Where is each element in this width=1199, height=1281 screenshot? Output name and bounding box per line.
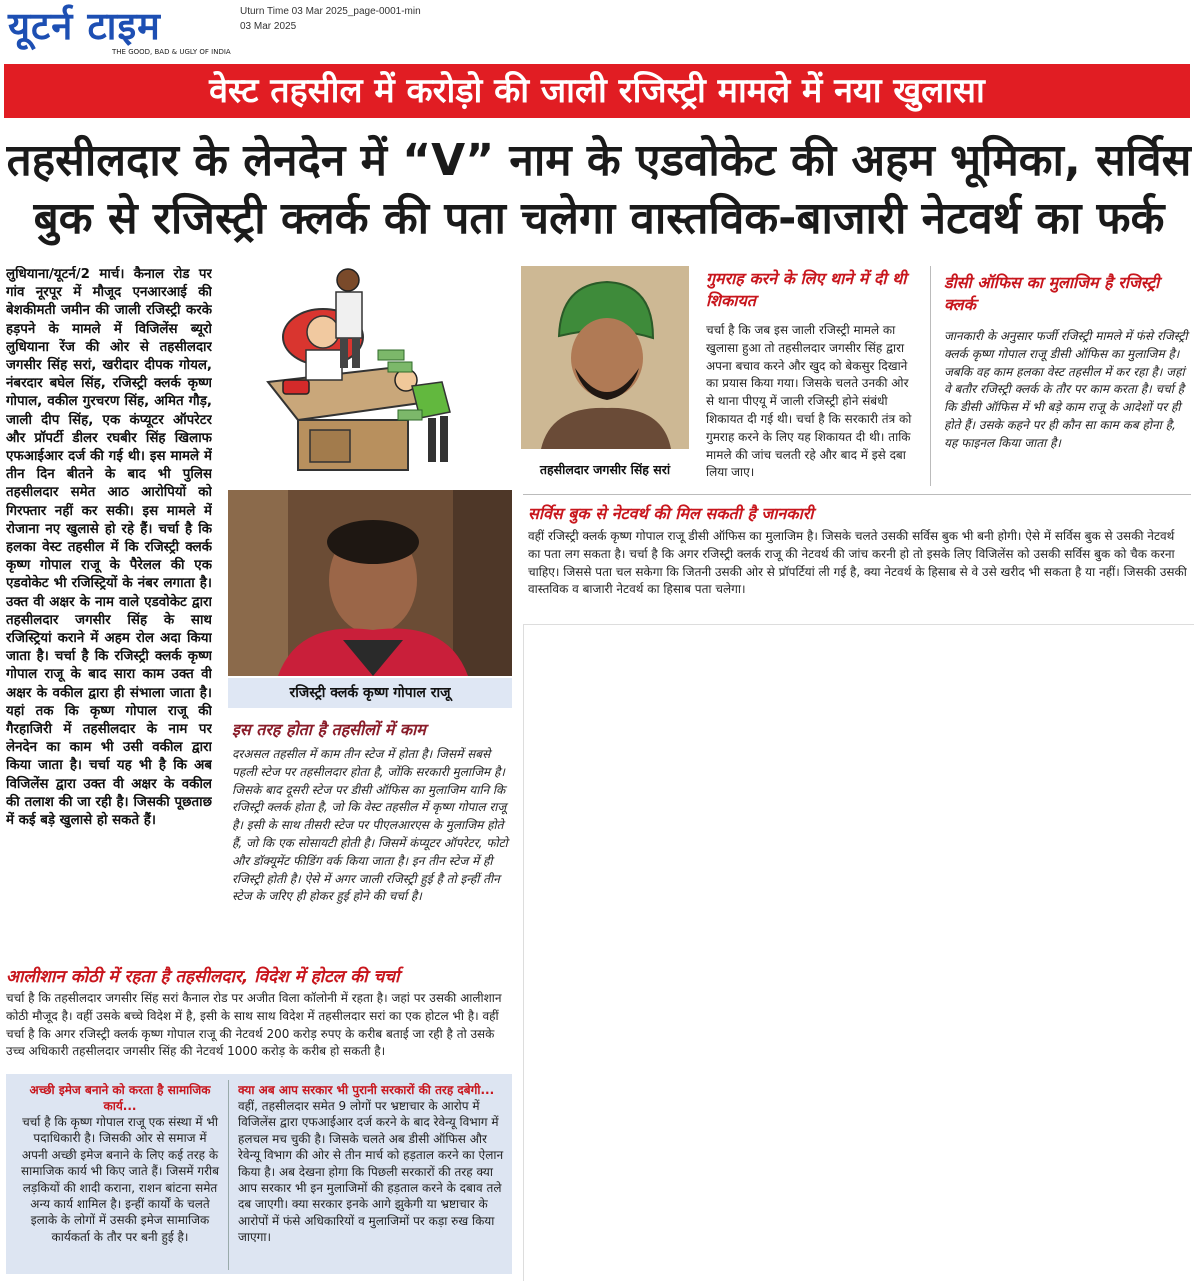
section-divider	[523, 494, 1191, 495]
column-divider	[930, 266, 931, 486]
government-box-heading: क्या अब आप सरकार भी पुरानी सरकारों की तरह दबेगी...	[238, 1083, 495, 1097]
clerk-photo-caption: रजिस्ट्री क्लर्क कृष्ण गोपाल राजू	[228, 678, 512, 708]
tehsildar-photo	[521, 266, 689, 449]
service-book-heading: सर्विस बुक से नेटवर्थ की मिल सकती है जानकारी	[528, 504, 814, 523]
file-label: Uturn Time 03 Mar 2025_page-0001-min	[240, 6, 421, 17]
dc-office-text: जानकारी के अनुसार फर्जी रजिस्ट्री मामले में फंसे रजिस्ट्री क्लर्क कृष्ण गोपाल राजू डीसी ऑफिस का मुलाजिम है। जबकि वह काम हलका वेस्ट तहसील में कर रहा है। जहां वे बतौर रजिस्ट्री क्लर्क के तौर पर काम करता है। चर्चा है कि डीसी ऑफिस में भी बड़े काम राजू के आदेशों पर ही होते हैं। उसके कहने पर ही कौन सा काम कब होना है, यह फाइनल किया जाता है।	[944, 329, 1188, 450]
government-box-text: वहीं, तहसीलदार समेत 9 लोगों पर भ्रष्टाचार के आरोप में विजिलेंस द्वारा एफआईआर दर्ज करने के बाद रेवेन्यू विभाग में हलचल मच चुकी है। जिसके चलते अब डीसी ऑफिस और रेवेन्यू विभाग की ओर से तीन मार्च को हड़ताल करने का ऐलान किया है। अब देखना होगा कि पिछली सरकारों की तरह क्या आप सरकार भी इन मुलाजिमों की हड़ताल करने के दबाव तले दब जाएगी। क्या सरकार इनके आगे झुकेगी या भ्रष्टाचार के आरोपों में फंसे अधिकारियों व मुलाजिमों पर कड़ा रुख किया जाएगा।	[238, 1099, 504, 1245]
cartoon-drawing	[228, 262, 518, 484]
headline-line-1: तहसीलदार के लेनदेन में “V” नाम के एडवोकेट की अहम भूमिका, सर्विस	[6, 135, 1192, 186]
dc-office-heading: डीसी ऑफिस का मुलाजिम है रजिस्ट्री क्लर्क	[944, 273, 1160, 314]
process-text: दरअसल तहसील में काम तीन स्टेज में होता है। जिसमें सबसे पहली स्टेज पर तहसीलदार होता है, जोंकि सरकारी मुलाजिम है। जिसके बाद दूसरी स्टेज पर डीसी ऑफिस का मुलाजिम यानि कि रजिस्ट्री क्लर्क होता है, जो कि वेस्ट तहसील में कृष्ण गोपाल राजू है। इसी के साथ तीसरी स्टेज पर पीएलआरएस के मुलाजिम होते हैं, जो कि एक सोसायटी होती है। जिसमें कंप्यूटर ऑपरेटर, फोटो और डॉक्यूमेंट फीडिंग वर्क किया जाता है। इन तीन स्टेज में ही रजिस्ट्री होती है। ऐसे में अगर जाली रजिस्ट्री हुई है तो इन्हीं तीन स्टेज के जरिए ही होकर हुई होने की चर्चा है।	[232, 747, 508, 904]
cartoon-illustration	[228, 262, 518, 484]
government-box	[238, 1082, 504, 1270]
headline-line-2: बुक से रजिस्ट्री क्लर्क की पता चलेगा वास्तविक-बाजारी नेटवर्थ का फर्क	[33, 193, 1165, 244]
blank-ad-area	[523, 624, 1194, 1281]
process-heading: इस तरह होता है तहसीलों में काम	[232, 720, 426, 739]
box-divider	[228, 1080, 229, 1270]
complaint-text: चर्चा है कि जब इस जाली रजिस्ट्री मामले का खुलासा हुआ तो तहसीलदार जगसीर सिंह द्वारा अपना बचाव करने और खुद को बेकसुर दिखाने का प्रयास किया गया। जिसके चलते उनकी ओर से थाना पीएयू में जाली रजिस्ट्री होने संबंधी शिकायत दी गई थी। चर्चा है कि सरकारी तंत्र को गुमराह करने के लिए यह शिकायत दी थी। ताकि मामले की जांच चलती रहे और बाद में इसे दबा लिया जाए।	[706, 323, 912, 480]
clerk-photo	[228, 490, 512, 676]
tehsildar-photo-caption: तहसीलदार जगसीर सिंह सरां	[521, 452, 689, 488]
logo-text: यूटर्न टाइम	[8, 4, 161, 48]
mansion-text: चर्चा है कि तहसीलदार जगसीर सिंह सरां कैनाल रोड पर अजीत विला कॉलोनी में रहता है। जहां पर उसकी आलीशान कोठी मौजूद है। वहीं उसके बच्चे विदेश में है, इसी के साथ साथ विदेश में तहसीलदार सरां का एक होटल भी है। वहीं चर्चा है कि अगर रजिस्ट्री क्लर्क कृष्ण गोपाल राजू की नेटवर्थ 200 करोड़ रुपए के करीब बताई जा रही है तो उसके उच्च अधिकारी तहसीलदार जगसीर सिंह की नेटवर्थ 1000 करोड़ के करीब हो सकती है।	[6, 991, 502, 1059]
lead-story-text: लुधियाना/यूटर्न/2 मार्च। कैनाल रोड पर गांव नूरपूर में मौजूद एनआरआई की बेशकीमती जमीन की जाली रजिस्ट्री करके हड़पने के मामले में विजिलेंस ब्यूरो लुधियाना रेंज की ओर से तहसीलदार जगसीर सिंह सरां, खरीदार दीपक गोयल, नंबरदार बघेल सिंह, रजिस्ट्री क्लर्क कृष्ण गोपाल, वकील गुरचरण सिंह, अमित गौड़, जाली दीप सिंह, एक कंप्यूटर ऑपरेटर और प्रॉपर्टी डीलर रघबीर सिंह खिलाफ एफआईआर दर्ज की गई थी। इस मामले में तीन दिन बीतने के बाद भी पुलिस तहसीलदार समेत आठ आरोपियों को गिरफ्तार नहीं कर सकी। इस मामले में रोजाना नए खुलासे हो रहे हैं। चर्चा है कि हलका वेस्ट तहसील में कि रजिस्ट्री क्लर्क कृष्ण गोपाल राजू के पैरेलल की एक एडवोकेट भी रजिस्ट्रियों के नंबर लगाता है। उक्त वी अक्षर के नाम वाले एडवोकेट द्वारा तहसीलदार जगसीर सिंह के साथ रजिस्ट्रियां कराने में अहम रोल अदा किया जाता है। चर्चा है कि रजिस्ट्री क्लर्क कृष्ण गोपाल राजू के बाद सारा काम उक्त वी अक्षर के वकील द्वारा ही संभाला जाता है। यहां तक कि कृष्ण गोपाल राजू की गैरहाजिरी में तहसीलदार के नाम पर लेनदेन का काम भी उसी वकील द्वारा किया जाता है। चर्चा यह भी है कि अब विजिलेंस द्वारा उक्त वी अक्षर के वकील की तलाश की जा रही है। जिसकी पूछताछ में कई बड़े खुलासे हो सकते हैं।	[6, 267, 212, 829]
mansion-heading: आलीशान कोठी में रहता है तहसीलदार, विदेश में होटल की चर्चा	[6, 967, 400, 987]
masthead-logo	[8, 6, 236, 56]
image-box-heading: अच्छी इमेज बनाने को करता है सामाजिक कार्य...	[29, 1083, 211, 1113]
tehsildar-portrait	[521, 266, 689, 449]
image-box	[20, 1082, 220, 1270]
complaint-heading: गुमराह करने के लिए थाने में दी थी शिकायत	[706, 269, 907, 310]
image-box-text: चर्चा है कि कृष्ण गोपाल राजू एक संस्था में भी पदाधिकारी है। जिसकी ओर से समाज में अपनी अच्छी इमेज बनाने के लिए कई तरह के सामाजिक कार्य भी किए जाते हैं। जिसमें गरीब लड़कियों की शादी कराना, राशन बांटना समेत अन्य कार्य शामिल है। इन्हीं कार्यों के चलते इलाके के लोगों में उसकी इमेज सामाजिक कार्यकर्ता के तौर पर बनी हुई है।	[21, 1115, 219, 1244]
clerk-portrait	[228, 490, 512, 676]
issue-date: 03 Mar 2025	[240, 21, 297, 32]
banner-strap: वेस्ट तहसील में करोड़ो की जाली रजिस्ट्री मामले में नया खुलासा	[4, 64, 1190, 118]
service-book-text: वहीं रजिस्ट्री क्लर्क कृष्ण गोपाल राजू डीसी ऑफिस का मुलाजिम है। जिसके चलते उसकी सर्विस बुक भी बनी होगी। ऐसे में सर्विस बुक से उसकी नेटवर्थ का पता लग सकता है। चर्चा है कि अगर रजिस्ट्री क्लर्क राजू की नेटवर्थ की जांच करनी हो तो इसके लिए विजिलेंस को उसकी सर्विस बुक को चैक करना चाहिए। जिससे पता चल सकेगा कि जितनी उसकी ओर से प्रॉपर्टियां ली गई है, क्या नेटवर्थ के हिसाब से वे उसे खरीद भी सकता है या नहीं। जिसकी उसकी वास्तविक व बाजारी नेटवर्थ का हिसाब पता चलेगा।	[528, 529, 1187, 597]
logo-tagline: THE GOOD, BAD & UGLY OF INDIA	[112, 48, 231, 56]
